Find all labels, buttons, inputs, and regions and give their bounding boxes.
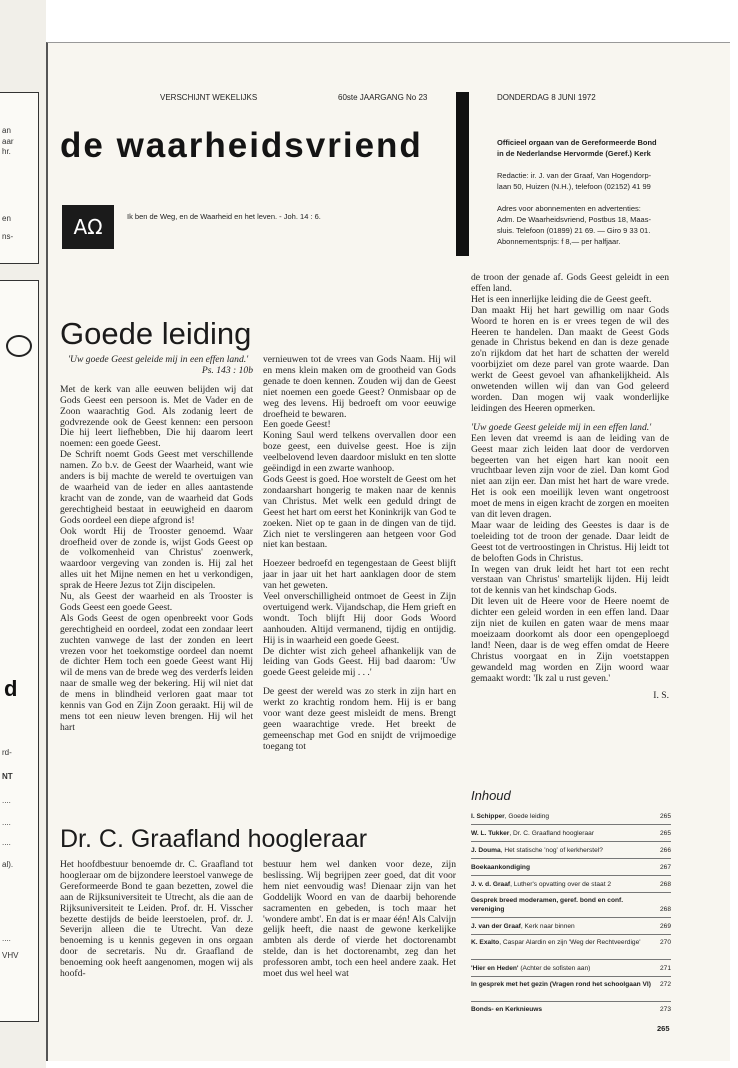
toc-item[interactable] (471, 880, 671, 889)
paragraph: De dichter wist zich geheel afhankelijk van de leiding van Gods Geest. Hij bad daarom: 'Uw goede Geest geleide mij . . .' (263, 645, 456, 679)
toc-item-page: 265 (659, 813, 671, 820)
article1-column-1 (60, 355, 253, 734)
adres-line-2: Adm. De Waarheidsvriend, Postbus 18, Maas- (497, 215, 651, 224)
paragraph: Het is een innerlijke leiding die de Geest geeft. (471, 293, 652, 305)
toc-item-text: In gesprek met het gezin (Vragen rond het schoolgaan VI) (471, 981, 651, 988)
paragraph: Nu, als Geest der waarheid en als Trooster is Gods Geest een goede Geest. (60, 591, 253, 613)
toc-item-text: J. Douma, Het statische 'nog' of kerkherstel? (471, 847, 603, 854)
paragraph: Maar waar de leiding des Geestes is daar is de toeleiding tot de troon der genade. Daar leidt de Geest tot de vertroostingen in Christus. Hij leidt tot de beloften Gods in Christus. (471, 519, 669, 564)
alpha-omega-logo: ΑΩ (62, 205, 114, 249)
header-divider-bar (456, 92, 469, 256)
redactie-line-2: laan 50, Huizen (N.H.), telefoon (02152) 41 99 (497, 182, 651, 191)
publisher-info (497, 137, 727, 247)
edge-fragment: en (2, 214, 11, 223)
toc-item-text: W. L. Tukker, Dr. C. Graafland hoogleraar (471, 830, 595, 837)
edge-fragment: aar (2, 137, 14, 146)
paragraph: De geest der wereld was zo sterk in zijn hart en werkt zo krachtig rondom hem. Hij is er bang voor want deze geest misleidt de mens. Brengt geen waarachtige vrede. Het breekt de gemeenschap met God en snijdt de vrijmoedige toegang tot (263, 686, 456, 752)
toc-item-page: 265 (659, 830, 671, 837)
article2-column-2 (263, 860, 456, 980)
article1-column-2 (263, 355, 456, 753)
toc-item-page: 268 (659, 906, 671, 913)
toc-item[interactable] (471, 980, 671, 989)
toc-item-text: 'Hier en Heden' (Achter de sofisten aan) (471, 965, 591, 972)
paragraph: de troon der genade af. Gods Geest geleidt in een effen land. (471, 272, 669, 294)
toc-item-text: K. Exalto, Caspar Alardin en zijn 'Weg der Rechtveerdige' (471, 939, 641, 946)
publication-frequency: VERSCHIJNT WEKELIJKS (160, 93, 258, 102)
volume-issue: 60ste JAARGANG No 23 (338, 93, 428, 102)
paragraph: Een leven dat vreemd is aan de leiding van de Geest maar zich leiden laat door de verdorven begeerten van het eigen hart kan nooit een vruchtbaar leven zijn voor de ziel. Dan komt God niet aan zijn eer. Dan mist het hart de ware vrede. Het is ook een moeilijk leven want ongetroost moet de mens in eigen kracht de zorgen en moeiten van dit leven dragen. (471, 432, 669, 521)
toc-divider (471, 824, 671, 825)
toc-divider (471, 1001, 671, 1002)
toc-title: Inhoud (471, 788, 511, 803)
adjacent-page-edge (0, 0, 46, 1068)
adres-line-4: Abonnementsprijs: f 8,— per halfjaar. (497, 237, 621, 246)
edge-fragment: NT (2, 772, 13, 781)
masthead-motto: Ik ben de Weg, en de Waarheid en het leven. - Joh. 14 : 6. (127, 212, 321, 221)
toc-divider (471, 934, 671, 935)
toc-divider (471, 875, 671, 876)
edge-fragment: an (2, 126, 11, 135)
article1-repeat-quote: 'Uw goede Geest geleide mij in een effen land.' (471, 421, 652, 433)
paragraph: Met de kerk van alle eeuwen belijden wij dat Gods Geest een persoon is. Met de Vader en de Zoon waarachtig God. Als zodanig leert de godvrezende ook de Geest kennen: een persoon Die hij leert liefhebben, Die hij daarom leert noemen: een goede Geest. (60, 383, 253, 450)
edge-fragment: .... (2, 838, 11, 847)
toc-item-page: 270 (659, 939, 671, 946)
paragraph: In wegen van druk leidt het hart tot een recht verstaan van Christus' smartelijk lijden. Hij leidt tot de kennis van het kindschap Gods. (471, 563, 669, 597)
toc-divider (471, 976, 671, 977)
adres-line-3: sluis. Telefoon (01899) 21 69. — Giro 9 33 01. (497, 226, 651, 235)
paragraph: Als Gods Geest de ogen openbreekt voor Gods gerechtigheid en oordeel, zodat een zondaar leert zuchten vanwege de last der zonden en leert vrezen voor het toekomstige oordeel dan noemt de dichter Hem toch een goede Geest want Hij wil de mens van de brede weg des verderfs leiden naar de smalle weg der bekering. Hij wil niet dat de mens in blindheid verloren gaat maar tot kennis van God en Zijn Zoon geraakt. Hij wil de mens tot een nieuw leven brengen. Hij wil het hart (60, 612, 253, 733)
edge-strip-bottom (0, 280, 39, 1022)
toc-item[interactable] (471, 812, 671, 821)
toc-item[interactable] (471, 964, 671, 973)
adres-line-1: Adres voor abonnementen en advertenties: (497, 204, 641, 213)
toc-item[interactable] (471, 863, 671, 872)
paragraph: Gods Geest is goed. Hoe worstelt de Geest om het zondaarshart hongerig te maken naar de kennis van Christus. Met welk een geduld dringt de Geest het hart om eerst het Koninkrijk van God te zoeken. Niet op te gaan in de dingen van de tijd. Zich niet te verslingeren aan hetgeen voor God niet kan bestaan. (263, 473, 456, 551)
toc-divider (471, 841, 671, 842)
article2-column-1 (60, 860, 253, 980)
paragraph: Dan maakt Hij het hart gewillig om naar Gods Woord te horen en is er vrees tegen de wil des Heeren te handelen. Dan maakt de Geest Gods genade in Christus bekend en dan is deze genade zo'n rijkdom dat het hart de schatten der wereld voorbijziet om deze parel van grote waarde. Dan werkt de Geest gevoel van afhankelijkheid. Als onwetenden willen wij dan van God geleerd worden. Dan mogen wij vaak wonderlijke leidingen des Heeren opmerken. (471, 304, 669, 414)
page-number: 265 (657, 1024, 670, 1033)
toc-divider (471, 959, 671, 960)
toc-item[interactable] (471, 896, 671, 914)
article1-author: I. S. (653, 689, 669, 701)
edge-fragment: VHV (2, 951, 19, 960)
toc-item-text: Gesprek breed moderamen, geref. bond en conf. vereniging (471, 897, 624, 913)
edge-fragment: .... (2, 934, 11, 943)
toc-divider (471, 892, 671, 893)
toc-item[interactable] (471, 1005, 671, 1014)
article1-epigraph: 'Uw goede Geest geleide mij in een effen land.' (68, 354, 249, 365)
toc-item[interactable] (471, 829, 671, 838)
toc-item-page: 266 (659, 847, 671, 854)
paragraph: Het hoofdbestuur benoemde dr. C. Graafland tot hoogleraar om de bijzondere leerstoel vanwege de Gereformeerde Bond te gaan bezetten, zowel die aan de Rijksuniversiteit te Utrecht, als die aan de Rijksuniversiteit te Leiden. Prof. dr. H. Visscher bezette destijds de beide leerstoelen, prof. dr. J. Severijn alleen die te Utrecht. Van deze benoeming is u kennis gegeven in ons orgaan door de secretaris. Nu dr. Graafland de benoeming ook heeft aangenomen, mogen wij als hoofd- (60, 859, 253, 980)
toc-item[interactable] (471, 846, 671, 855)
edge-fragment: ns- (2, 232, 14, 241)
toc-item-text: Boekaankondiging (471, 864, 530, 871)
toc-item-text: J. v. d. Graaf, Luther's opvatting over de staat 2 (471, 881, 612, 888)
official-line-2: in de Nederlandse Hervormde (Geref.) Kerk (497, 149, 651, 158)
toc-item[interactable] (471, 938, 671, 947)
toc-item-text: I. Schipper, Goede leiding (471, 813, 550, 820)
paragraph: De Schrift noemt Gods Geest met verschillende namen. Zo b.v. de Geest der Waarheid, want wie anders is bij machte de wereld te overtuigen van de waarheid van de ieder en alles aantastende kracht van de zonde, van de waarheid dat Gods gerechtigheid bestaat in eeuwigheid en daarom Gods oordeel een diepe afgrond is! (60, 449, 253, 526)
toc-divider (471, 858, 671, 859)
article-title-goede-leiding: Goede leiding (60, 316, 252, 351)
edge-fragment: .... (2, 818, 11, 827)
toc-item-page: 267 (659, 864, 671, 871)
article1-column-3 (471, 273, 669, 701)
edge-fragment: rd- (2, 748, 12, 757)
masthead-title: de waarheidsvriend (60, 126, 423, 165)
toc-item-text: J. van der Graaf, Kerk naar binnen (471, 923, 575, 930)
toc-item-page: 273 (659, 1006, 671, 1013)
article1-epigraph-ref: Ps. 143 : 10b (201, 364, 253, 376)
paragraph: Dit leven uit de Heere voor de Heere noemt de dichter een geleid worden in een effen land. Daar zijn niet de kuilen en gaten waar de mens maar moeizaam doorkomt als door een opengeploegd land! Neen, daar is de weg effen omdat de Heere Christus voorgaat en in Zijn voetstappen gewandeld mag worden en Zijn woord waar gemaakt wordt: 'Ik zal u rust geven.' (471, 596, 669, 684)
paragraph: Een goede Geest! (263, 419, 331, 431)
toc-item-text: Bonds- en Kerknieuws (471, 1006, 543, 1013)
edge-fragment: d (4, 676, 18, 701)
edge-fragment: hr. (2, 147, 11, 156)
edge-fragment: al). (2, 860, 14, 869)
toc-item[interactable] (471, 922, 671, 931)
table-of-contents (471, 788, 671, 1018)
official-line-1: Officieel orgaan van de Gereformeerde Bond (497, 138, 657, 147)
article-title-graafland: Dr. C. Graafland hoogleraar (60, 825, 368, 853)
toc-item-page: 272 (659, 981, 671, 988)
toc-item-page: 271 (659, 965, 671, 972)
edge-fragment: .... (2, 796, 11, 805)
paragraph: Hoezeer bedroefd en tegengestaan de Geest blijft jaar in jaar uit het hart aanklagen door de stem van het geweten. (263, 558, 456, 592)
toc-item-page: 269 (659, 923, 671, 930)
paragraph: bestuur hem wel danken voor deze, zijn beslissing. Wij begrijpen zeer goed, dat dit voor hem niet eenvoudig was! Dienaar zijn van het Goddelijk Woord en van de daarbij behorende sacramenten en gebeden, is toch maar het 'wondere ambt'. En dat is er maar één! Als Calvijn gelijk heeft, die naast de gewone kerkelijke ambten als derde of vierde het doctorenambt stelde, dan is het doctorenambt, zeg dan het professoren ambt, toch een heel andere zaak. Het moet dus wel heel wat (263, 859, 456, 980)
paragraph: Koning Saul werd telkens overvallen door een boze geest, een duivelse geest. Hoe is zijn veelbelovend leven daardoor mislukt en ten slotte geëindigd in een zwarte wanhoop. (263, 430, 456, 475)
redactie-line-1: Redactie: ir. J. van der Graaf, Van Hogendorp- (497, 171, 652, 180)
edge-emblem-icon (6, 335, 32, 357)
issue-date: DONDERDAG 8 JUNI 1972 (497, 93, 596, 102)
toc-divider (471, 917, 671, 918)
toc-item-page: 268 (659, 881, 671, 888)
paragraph: Veel onverschilligheid ontmoet de Geest in Zijn overtuigend werk. Vijandschap, die Hem grieft en wondt. Toch blijft Hij door Gods Woord aanhouden. Altijd vermanend, tijdig en ontijdig. Hij is in waarheid een goede Geest. (263, 591, 456, 646)
paragraph: Ook wordt Hij de Trooster genoemd. Waar droefheid over de zonde is, wijst Gods Geest op de volkomenheid van Christus' zoenwerk, waardoor vergeving van zonden is. Hij zal het alles uit het Mijne nemen en het u verkondigen, sprak de Heere Jezus tot Zijn discipelen. (60, 525, 253, 592)
paragraph: vernieuwen tot de vrees van Gods Naam. Hij wil en mens klein maken om de grootheid van Gods genade te doen kennen. Zouden wij dan de Geest niet noemen een goede Geest? Onmisbaar op de weg des levens. Hij bedroeft om voor eeuwige droefheid te bewaren. (263, 354, 456, 420)
